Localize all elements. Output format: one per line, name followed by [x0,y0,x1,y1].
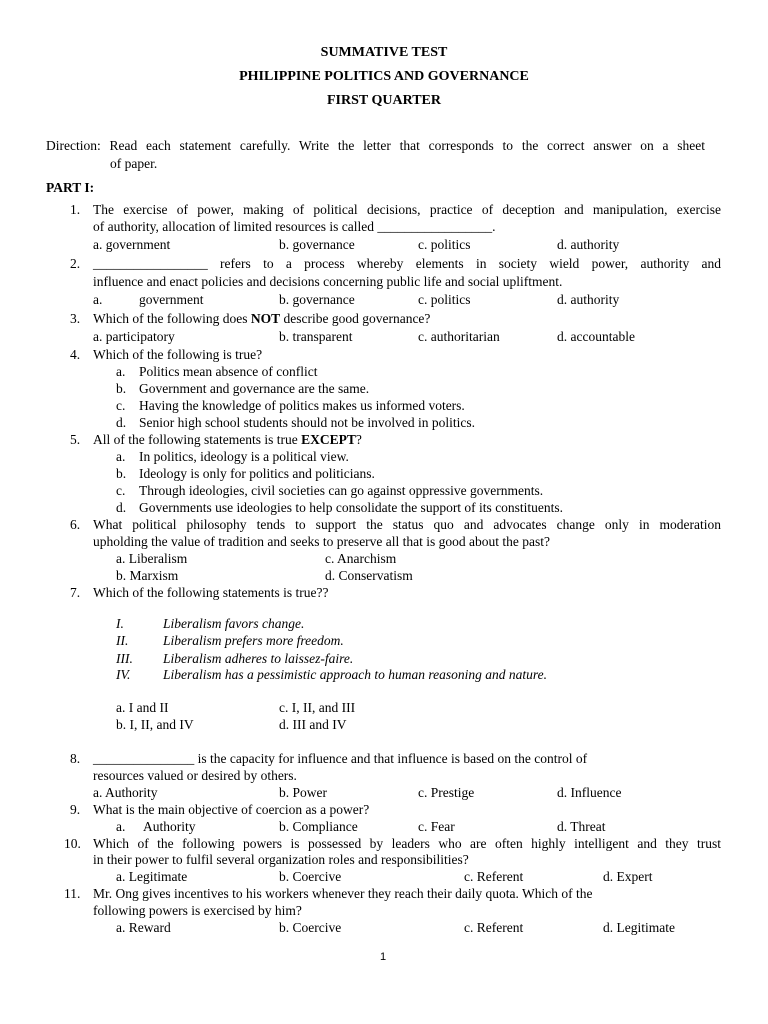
question-text [93,310,430,327]
option-letter: b. [116,466,127,481]
option-b: b. Coercive [279,869,342,884]
title-line-2: PHILIPPINE POLITICS AND GOVERNANCE [239,69,529,84]
question-text-pre: Which of the following does [93,311,251,326]
option-a: a. government [93,237,171,252]
option-text: Through ideologies, civil societies can go against oppressive governments. [139,483,544,498]
option-b: b. Marxism [116,568,179,583]
option-letter: a. [116,364,126,379]
option-c: c. I, II, and III [279,700,356,715]
question-text: in their power to fulfil several organization roles and responsibilities? [93,852,469,867]
question-text: _______________ is the capacity for influence and that influence is based on the control of [93,751,588,766]
question-text-post: describe good governance? [280,311,431,326]
option-b: b. I, II, and IV [116,717,194,732]
statement-text: Liberalism adheres to laissez-faire. [163,651,354,666]
question-number: 3. [70,311,81,326]
question-number: 4. [70,347,81,362]
option-c: c. Prestige [418,785,475,800]
option-text: Senior high school students should not be involved in politics. [139,415,475,430]
question-text: The exercise of power, making of political decisions, practice of deception and manipulation, exercise [93,202,721,217]
option-a: a. Legitimate [116,869,188,884]
emphasis-not: NOT [250,311,281,326]
option-d: d. III and IV [279,717,347,732]
statement-text: Liberalism has a pessimistic approach to human reasoning and nature. [163,667,547,682]
option-b: b. transparent [279,329,353,344]
option-d: d. authority [557,292,620,307]
question-text-post: ? [355,432,362,447]
question-text: following powers is exercised by him? [93,903,302,918]
option-c: c. Referent [464,869,524,884]
option-letter: d. [116,500,127,515]
option-c: c. politics [418,292,471,307]
question-text: What political philosophy tends to support the status quo and advocates change only in moderation [93,517,721,532]
option-letter: b. [116,381,127,396]
option-a: Authority [143,819,196,834]
title-line-1: SUMMATIVE TEST [320,45,448,60]
title-line-3: FIRST QUARTER [327,93,441,108]
statement-roman: II. [116,633,129,648]
statement-roman: IV. [116,667,131,682]
question-number: 11. [64,886,81,901]
option-b: b. Compliance [279,819,358,834]
option-a: a. I and II [116,700,169,715]
option-text: Governments use ideologies to help consolidate the support of its constituents. [139,500,564,515]
option-c: c. authoritarian [418,329,500,344]
option-letter: d. [116,415,127,430]
option-c: c. Fear [418,819,455,834]
option-d: d. Influence [557,785,622,800]
question-text: resources valued or desired by others. [93,768,297,783]
option-d: d. Legitimate [603,920,675,935]
part-label: PART I: [46,180,95,195]
option-text: Government and governance are the same. [139,381,370,396]
option-letter: a. [116,449,126,464]
question-text-pre: All of the following statements is true [93,432,302,447]
question-number: 9. [70,802,81,817]
question-number: 7. [70,585,81,600]
question-number: 6. [70,517,81,532]
statement-roman: I. [116,616,124,631]
option-b: b. governance [279,237,355,252]
option-c: c. Referent [464,920,524,935]
question-text: of authority, allocation of limited resources is called _________________. [93,219,496,234]
statement-roman: III. [116,651,133,666]
option-b: b. governance [279,292,355,307]
question-number: 1. [70,202,81,217]
direction-line-2: of paper. [110,156,158,171]
page-number: 1 [380,951,387,963]
option-a: a. participatory [93,329,175,344]
question-number: 10. [64,836,81,851]
option-a-letter: a. [93,292,103,307]
option-b: b. Coercive [279,920,342,935]
option-a: a. Authority [93,785,158,800]
emphasis-except: EXCEPT [301,432,356,447]
option-a: a. Liberalism [116,551,188,566]
option-d: d. Threat [557,819,606,834]
option-a: a. Reward [116,920,171,935]
statement-text: Liberalism favors change. [163,616,305,631]
option-text: Having the knowledge of politics makes us informed voters. [139,398,465,413]
question-text: Which of the following is true? [93,347,263,362]
question-text: What is the main objective of coercion as a power? [93,802,370,817]
option-d: d. Expert [603,869,653,884]
option-text: Ideology is only for politics and politicians. [139,466,375,481]
statement-text: Liberalism prefers more freedom. [163,633,344,648]
option-d: d. accountable [557,329,635,344]
question-number: 8. [70,751,81,766]
question-text: Mr. Ong gives incentives to his workers whenever they reach their daily quota. Which of the [93,886,593,901]
option-b: b. Power [279,785,327,800]
question-text: upholding the value of tradition and seeks to preserve all that is good about the past? [93,534,551,549]
option-d: d. authority [557,237,620,252]
question-number: 5. [70,432,81,447]
option-c: c. Anarchism [325,551,397,566]
option-a: government [139,292,204,307]
direction-line-1: Direction: Read each statement carefully. Write the letter that corresponds to the correct answer on a sheet [46,138,705,153]
option-text: Politics mean absence of conflict [139,364,318,379]
option-d: d. Conservatism [325,568,413,583]
question-text [93,431,362,448]
option-text: In politics, ideology is a political view. [139,449,349,464]
question-number: 2. [70,256,81,271]
question-text: _________________ refers to a process whereby elements in society wield power, authority and [93,256,721,271]
option-c: c. politics [418,237,471,252]
question-text: influence and enact policies and decisions concerning public life and social upliftment. [93,274,563,289]
option-a-letter: a. [116,819,126,834]
question-text: Which of the following powers is possessed by leaders who are often highly intelligent and they trust [93,836,721,851]
option-letter: c. [116,483,126,498]
question-text: Which of the following statements is true?? [93,585,329,600]
option-letter: c. [116,398,126,413]
